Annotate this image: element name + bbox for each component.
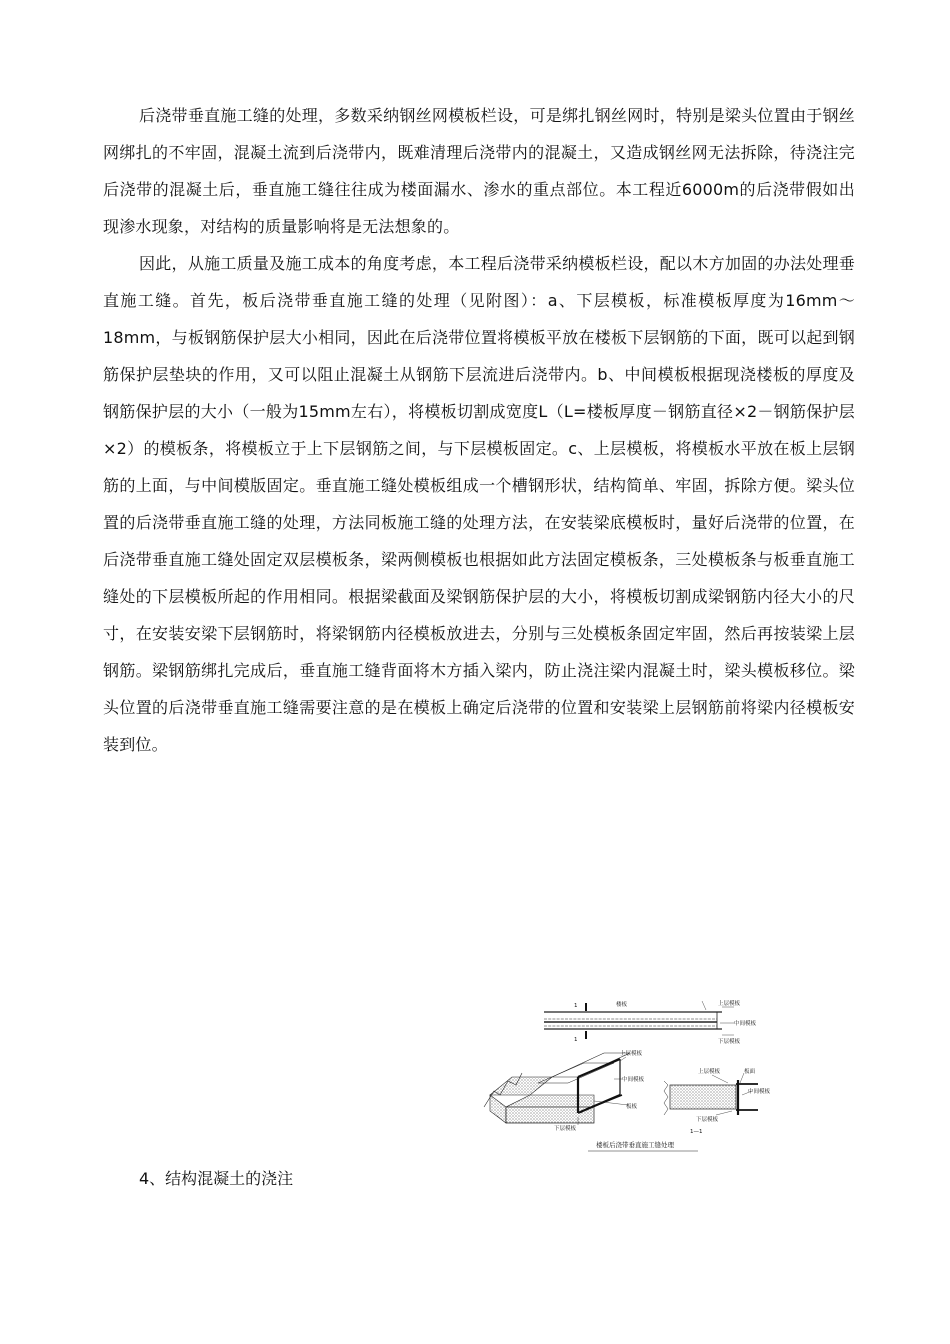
paragraph: 因此，从施工质量及施工成本的角度考虑，本工程后浇带采纳模板栏设，配以木方加固的办法处理垂直施工缝。首先，板后浇带垂直施工缝的处理（见附图）：a、下层模板，标准模板厚度为16mm～18mm，与板钢筋保护层大小相同，因此在后浇带位置将模板平放在楼板下层钢筋的下面，既可以起到钢筋保护层垫块的作用，又可以阻止混凝土从钢筋下层流进后浇带内。b、中间模板根据现浇楼板的厚度及钢筋保护层的大小（一般为15mm左右），将模板切割成宽度L（L=楼板厚度－钢筋直径×2－钢筋保护层×2）的模板条，将模板立于上下层钢筋之间，与下层模板固定。c、上层模板，将模板水平放在板上层钢筋的上面，与中间模版固定。垂直施工缝处模板组成一个槽钢形状，结构简单、牢固，拆除方便。梁头位置的后浇带垂直施工缝的处理，方法同板施工缝的处理方法，在安装梁底模板时，量好后浇带的位置，在后浇带垂直施工缝处固定双层模板条，梁两侧模板也根据如此方法固定模板条，三处模板条与板垂直施工缝处的下层模板所起的作用相同。根据梁截面及梁钢筋保护层的大小，将模板切割成梁钢筋内径大小的尺寸，在安装安梁下层钢筋时，将梁钢筋内径模板放进去，分别与三处模板条固定牢固，然后再按装梁上层钢筋。梁钢筋绑扎完成后，垂直施工缝背面将木方插入梁内，防止浇注梁内混凝土时，梁头模板移位。梁头位置的后浇带垂直施工缝需要注意的是在模板上确定后浇带的位置和安装梁上层钢筋前将梁内径模板安装到位。	[103, 254, 855, 754]
figure-drawing	[482, 995, 782, 1157]
iso-upper-form-label: 上层模板	[620, 1051, 643, 1057]
lower-form-label: 下层模板	[718, 1039, 741, 1045]
figure-caption: 楼板后浇带垂直施工缝处理	[596, 1141, 674, 1149]
section-lower-form-label: 下层模板	[696, 1117, 719, 1123]
construction-joint-figure	[482, 995, 782, 1157]
section-name-label: 1—1	[690, 1129, 703, 1135]
section-upper-form-label: 上层模板	[698, 1069, 721, 1075]
slab-label: 楼板	[616, 1002, 628, 1008]
iso-lower-form-label: 下层模板	[554, 1126, 577, 1132]
section-mark-bottom: 1	[574, 1037, 578, 1043]
iso-slab-label: 板板	[626, 1104, 638, 1110]
iso-middle-form-label: 中间模板	[622, 1077, 645, 1083]
paragraph: 后浇带垂直施工缝的处理，多数采纳钢丝网模板栏设，可是绑扎钢丝网时，特别是梁头位置由于钢丝网绑扎的不牢固，混凝土流到后浇带内，既难清理后浇带内的混凝土，又造成钢丝网无法拆除，待浇注完后浇带的混凝土后，垂直施工缝往往成为楼面漏水、渗水的重点部位。本工程近6000m的后浇带假如出现渗水现象，对结构的质量影响将是无法想象的。	[103, 106, 855, 236]
isometric-view	[484, 1049, 645, 1132]
section-heading: 4、结构混凝土的浇注	[139, 1169, 294, 1188]
plan-view	[544, 999, 757, 1045]
section-middle-form-label: 中间模板	[748, 1089, 771, 1095]
upper-form-label: 上层模板	[718, 1001, 741, 1007]
section-view	[664, 1067, 771, 1135]
section-mark-top: 1	[574, 1003, 578, 1009]
section-slab-label: 板面	[744, 1069, 756, 1075]
middle-form-label: 中间模板	[734, 1021, 757, 1027]
body-text	[103, 97, 855, 763]
